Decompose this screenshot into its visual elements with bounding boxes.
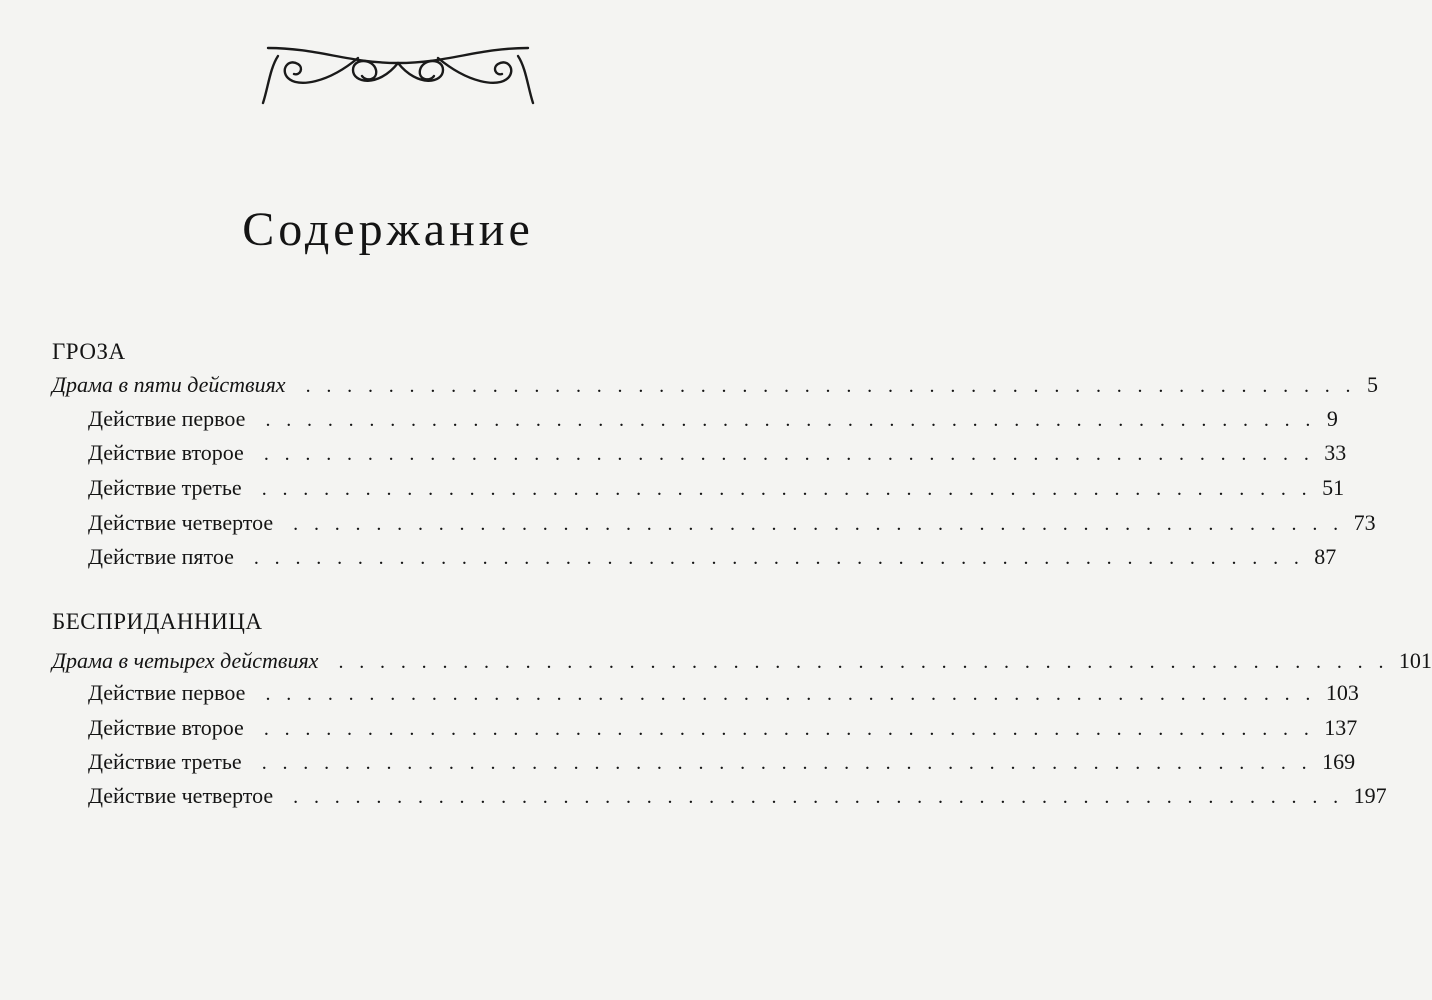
toc-row-subtitle[interactable] (52, 646, 1432, 676)
toc-row[interactable] (88, 404, 1338, 434)
page-number: 87 (1314, 544, 1337, 569)
page-number: 103 (1325, 680, 1359, 705)
page-number: 9 (1326, 406, 1338, 431)
toc-label: Действие четвертое (88, 783, 274, 808)
section-title-bespridannitsa: БЕСПРИДАННИЦА (52, 609, 263, 634)
page-number: 73 (1353, 510, 1376, 535)
toc-row[interactable] (88, 508, 1376, 538)
page-number: 5 (1366, 372, 1378, 397)
dot-leader: . . . . . . . . . . . . . . . . . . . . . . . . . . . . . . . . . . . . . . . . . . . . . . . . . . . (261, 478, 1313, 500)
dot-leader: . . . . . . . . . . . . . . . . . . . . . . . . . . . . . . . . . . . . . . . . . . . . . . . . . . . (265, 409, 1316, 431)
dot-leader: . . . . . . . . . . . . . . . . . . . . . . . . . . . . . . . . . . . . . . . . . . . . . . . . . . . (253, 547, 1305, 569)
page-number: 101 (1398, 648, 1432, 673)
toc-row[interactable] (88, 438, 1347, 468)
dot-leader: . . . . . . . . . . . . . . . . . . . . . . . . . . . . . . . . . . . . . . . . . . . . . . . . . . . (293, 513, 1344, 535)
dot-leader: . . . . . . . . . . . . . . . . . . . . . . . . . . . . . . . . . . . . . . . . . . . . . . . . . . . (263, 443, 1315, 465)
section-title-groza: ГРОЗА (52, 339, 126, 364)
toc-row[interactable] (88, 678, 1359, 708)
toc-label: Действие второе (88, 440, 244, 465)
dot-leader: . . . . . . . . . . . . . . . . . . . . . . . . . . . . . . . . . . . . . . . . . . . . . . . . . . . (265, 683, 1316, 705)
ornament-flourish-icon (258, 28, 538, 108)
toc-row-subtitle[interactable] (52, 370, 1378, 400)
page-number: 169 (1322, 749, 1356, 774)
toc-label: Действие первое (88, 406, 246, 431)
toc-label: Действие второе (88, 715, 244, 740)
page-title: Содержание (242, 203, 534, 256)
toc-row[interactable] (88, 713, 1358, 743)
page-number: 197 (1353, 783, 1387, 808)
page-number: 33 (1324, 440, 1347, 465)
toc-row[interactable] (88, 473, 1345, 503)
dot-leader: . . . . . . . . . . . . . . . . . . . . . . . . . . . . . . . . . . . . . . . . . . . . . . . . . . . (261, 752, 1313, 774)
toc-label: Драма в четырех действиях (52, 648, 319, 673)
toc-label: Действие первое (88, 680, 246, 705)
dot-leader: . . . . . . . . . . . . . . . . . . . . . . . . . . . . . . . . . . . . . . . . . . . . . . . . . . . (305, 375, 1356, 397)
dot-leader: . . . . . . . . . . . . . . . . . . . . . . . . . . . . . . . . . . . . . . . . . . . . . . . . . . . (293, 786, 1344, 808)
toc-label: Действие третье (88, 749, 242, 774)
toc-label: Действие пятое (88, 544, 234, 569)
toc-row[interactable] (88, 781, 1387, 811)
toc-row[interactable] (88, 542, 1337, 572)
toc-label: Действие четвертое (88, 510, 274, 535)
page-number: 51 (1322, 475, 1345, 500)
dot-leader: . . . . . . . . . . . . . . . . . . . . . . . . . . . . . . . . . . . . . . . . . . . . . . . . . . . (338, 651, 1389, 673)
toc-label: Драма в пяти действиях (52, 372, 286, 397)
page-number: 137 (1324, 715, 1358, 740)
toc-label: Действие третье (88, 475, 242, 500)
dot-leader: . . . . . . . . . . . . . . . . . . . . . . . . . . . . . . . . . . . . . . . . . . . . . . . . . . . (263, 718, 1315, 740)
toc-row[interactable] (88, 747, 1356, 777)
